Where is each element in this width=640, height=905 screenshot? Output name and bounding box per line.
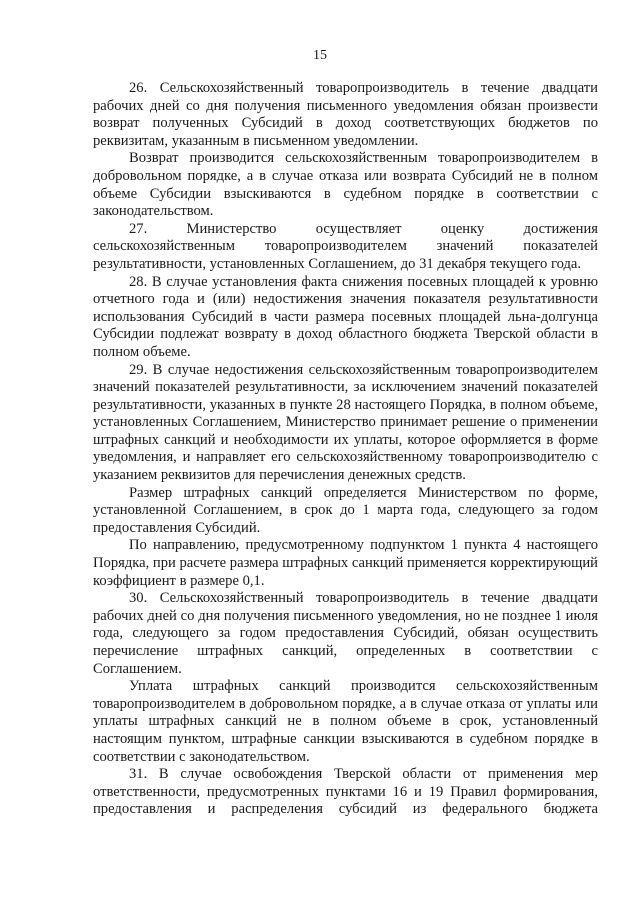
paragraph-27: 27. Министерство осуществляет оценку достижения сельскохозяйственным товаропроизводителем значений показателей результативности, установленных Соглашением, до 31 декабря текущего года. <box>93 220 598 272</box>
paragraph-30-payment: Уплата штрафных санкций производится сельскохозяйственным товаропроизводителем в добровольном порядке, а в случае отказа от уплаты или уплаты штрафных санкций не в полном объеме в срок, установленный настоящим пунктом, штрафные санкции взыскиваются в судебном порядке в соответствии с законодательством. <box>93 678 598 765</box>
paragraph-26-refund: Возврат производится сельскохозяйственным товаропроизводителем в добровольном порядке, а в случае отказа или возврата Субсидий не в полном объеме Субсидии взыскиваются в судебном порядке в соответствии с законодательством. <box>93 150 598 220</box>
paragraph-30: 30. Сельскохозяйственный товаропроизводитель в течение двадцати рабочих дней со дня получения письменного уведомления, но не позднее 1 июля года, следующего за годом предоставления Субсидий, обязан осуществить перечисление штрафных санкций, определенных в соответствии с Соглашением. <box>93 590 598 677</box>
paragraph-29: 29. В случае недостижения сельскохозяйственным товаропроизводителем значений показателей результативности, за исключением значений показателей результативности, указанных в пункте 28 настоящего Порядка, в полном объеме, установленных Соглашением, Министерство принимает решение о применении штрафных санкций и необходимости их уплаты, которое оформляется в форме уведомления, и направляет его сельскохозяйственному товаропроизводителю с указанием реквизитов для перечисления денежных средств. <box>93 361 598 484</box>
paragraph-28: 28. В случае установления факта снижения посевных площадей к уровню отчетного года и (или) недостижения значения показателя результативности использования Субсидий в части размера посевных площадей льна-долгунца Субсидии подлежат возврату в доход областного бюджета Тверской области в полном объеме. <box>93 273 598 360</box>
paragraph-26: 26. Сельскохозяйственный товаропроизводитель в течение двадцати рабочих дней со дня получения письменного уведомления обязан произвести возврат полученных Субсидий в доход соответствующих бюджетов по реквизитам, указанным в письменном уведомлении. <box>93 80 598 149</box>
page-number: 15 <box>313 48 327 63</box>
paragraph-29-penalty-size: Размер штрафных санкций определяется Министерством по форме, установленной Соглашением, в срок до 1 марта года, следующего за годом предоставления Субсидий. <box>93 484 598 536</box>
paragraph-31: 31. В случае освобождения Тверской области от применения мер ответственности, предусмотренных пунктами 16 и 19 Правил формирования, предоставления и распределения субсидий из федерального бюджета <box>93 766 598 818</box>
paragraph-29-coefficient: По направлению, предусмотренному подпунктом 1 пункта 4 настоящего Порядка, при расчете размера штрафных санкций применяется корректирующий коэффициент в размере 0,1. <box>93 537 598 589</box>
document-body <box>93 80 598 819</box>
